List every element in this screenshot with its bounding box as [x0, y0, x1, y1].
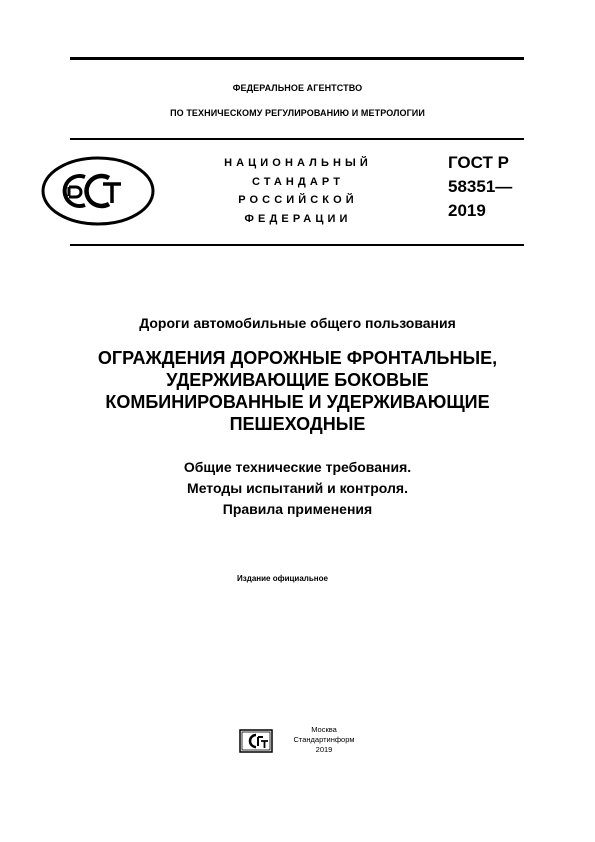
agency-name-line-1: ФЕДЕРАЛЬНОЕ АГЕНТСТВО: [232, 83, 363, 93]
standard-line-2: СТАНДАРТ: [251, 175, 345, 188]
standard-code-line-2: 58351—: [448, 177, 513, 196]
standard-line-3: РОССИЙСКОЙ: [238, 194, 358, 206]
standard-code-line-1: ГОСТ Р: [448, 153, 509, 172]
middle-rule: [70, 138, 524, 140]
title-line-4: ПЕШЕХОДНЫЕ: [229, 414, 366, 434]
subtitle-line-3: Правила применения: [222, 501, 373, 517]
publisher-city: Москва: [311, 725, 337, 734]
subtitle-line-2: Методы испытаний и контроля.: [187, 480, 408, 496]
document-title: [40, 347, 555, 435]
standard-line-4: ФЕДЕРАЦИИ: [244, 212, 352, 225]
bottom-rule: [70, 244, 524, 246]
national-standard-label: [218, 154, 378, 228]
publisher-name: Стандартинформ: [293, 735, 355, 744]
standartinform-logo-icon: [239, 729, 273, 753]
document-subject: Дороги автомобильные общего пользования: [139, 315, 456, 331]
publisher-info: [284, 725, 364, 755]
publisher-year: 2019: [315, 745, 333, 754]
subtitle-line-1: Общие технические требования.: [183, 459, 412, 475]
document-subtitle: [0, 457, 595, 520]
standard-code: [448, 151, 512, 223]
official-edition-label: Издание официальное: [237, 574, 328, 583]
title-line-1: ОГРАЖДЕНИЯ ДОРОЖНЫЕ ФРОНТАЛЬНЫЕ,: [97, 348, 498, 368]
agency-name-line-2: ПО ТЕХНИЧЕСКОМУ РЕГУЛИРОВАНИЮ И МЕТРОЛОГИИ: [170, 108, 425, 118]
standard-line-1: НАЦИОНАЛЬНЫЙ: [224, 157, 372, 169]
standard-code-line-3: 2019: [448, 201, 486, 220]
rst-certification-mark-icon: [41, 156, 155, 226]
title-line-2: УДЕРЖИВАЮЩИЕ БОКОВЫЕ: [166, 370, 429, 390]
top-rule: [70, 57, 524, 60]
title-line-3: КОМБИНИРОВАННЫЕ И УДЕРЖИВАЮЩИЕ: [105, 392, 490, 412]
